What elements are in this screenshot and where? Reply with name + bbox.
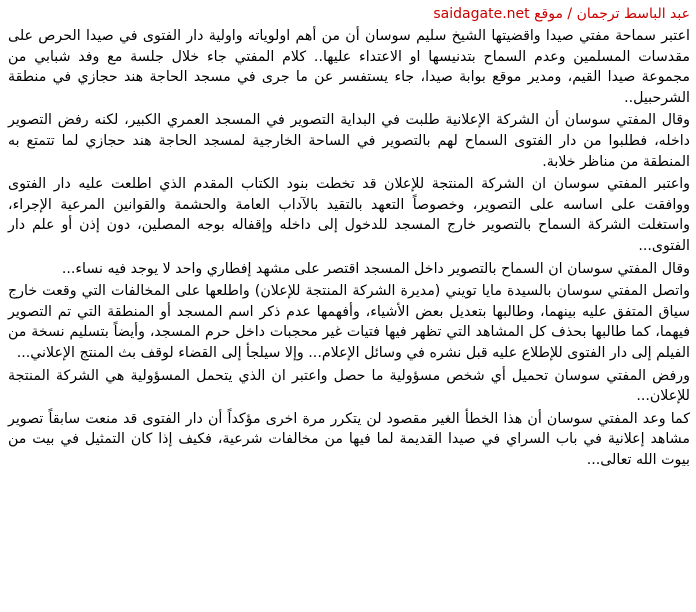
paragraph-5: واتصل المفتي سوسان بالسيدة مايا تويني (مديرة الشركة المنتجة للإعلان) واطلعها على المخالفات التي وقعت خارج سياق المتفق عليه بينهما، وطالبها بتعديل بعض الأشياء، وأفهمها عدم ذكر اسم المسجد أو المنطقة التي تم التصوير فيهما، كما طالبها بحذف كل المشاهد التي تظهر فيها فتيات غير محجبات داخل حرم المسجد، وأيضاً بتسليم نسخة من الفيلم إلى دار الفتوى للإطلاع عليه قبل نشره في وسائل الإعلام... وإلا سيلجأ إلى القضاء لوقف بث المنتج الإعلاني... (8, 283, 690, 361)
author-name: عبد الباسط ترجمان (576, 6, 690, 22)
site-link[interactable]: saidagate.net (433, 6, 530, 22)
paragraph-6: ورفض المفتي سوسان تحميل أي شخص مسؤولية ما حصل واعتبر ان الذي يتحمل المسؤولية هي الشركة المنتجة للإعلان... (8, 367, 690, 405)
header-separator: / (567, 6, 573, 22)
article-header (8, 4, 690, 26)
paragraph-2: وقال المفتي سوسان أن الشركة الإعلانية طلبت في البداية التصوير في المسجد العمري الكبير، لكنه رفض التصوير داخله، فطلبوا من دار الفتوى السماح لهم بالتصوير في الساحة الخارجية لمسجد الحاجة هند حجازي لما تتمتع به المنطقة من مناظر خلابة. (8, 112, 690, 170)
paragraph-7: كما وعد المفتي سوسان أن هذا الخطأ الغير مقصود لن يتكرر مرة اخرى مؤكداً أن دار الفتوى قد منعت سابقاً تصوير مشاهد إعلانية في باب السراي في صيدا القديمة لما فيها من مخالفات شرعية، فكيف إذا كان التمثيل في بيت من بيوت الله تعالى... (8, 410, 690, 468)
paragraph-3: واعتبر المفتي سوسان ان الشركة المنتجة للإعلان قد تخطت بنود الكتاب المقدم الذي اطلعت عليه دار الفتوى ووافقت على اساسه على التصوير، وخصوصاً التعهد بالتقيد بالآداب العامة والحشمة والقوانين المرعية الإجراء، واستغلت الشركة السماح بالتصوير خارج المسجد للدخول إلى داخله وإقفاله بوجه المصلين، دون إذن أو علم دار الفتوى... (8, 176, 690, 254)
paragraph-1: اعتبر سماحة مفتي صيدا واقضيتها الشيخ سليم سوسان أن من أهم اولوياته واولية دار الفتوى في صيدا الحرص على مقدسات المسلمين وعدم السماح بتدنيسها او الاعتداء عليها.. كلام المفتي جاء خلال جلسة مع وفد شبابي من مجموعة صيدا القيم، ومدير موقع بوابة صيدا، جاء يستفسر عن ما جرى في مسجد الحاجة هند حجازي في منطقة الشرحبيل.. (8, 28, 690, 106)
site-prefix: موقع (534, 6, 563, 22)
paragraph-4: وقال المفتي سوسان ان السماح بالتصوير داخل المسجد اقتصر على مشهد إفطاري واحد لا يوجد فيه نساء... (61, 260, 690, 277)
